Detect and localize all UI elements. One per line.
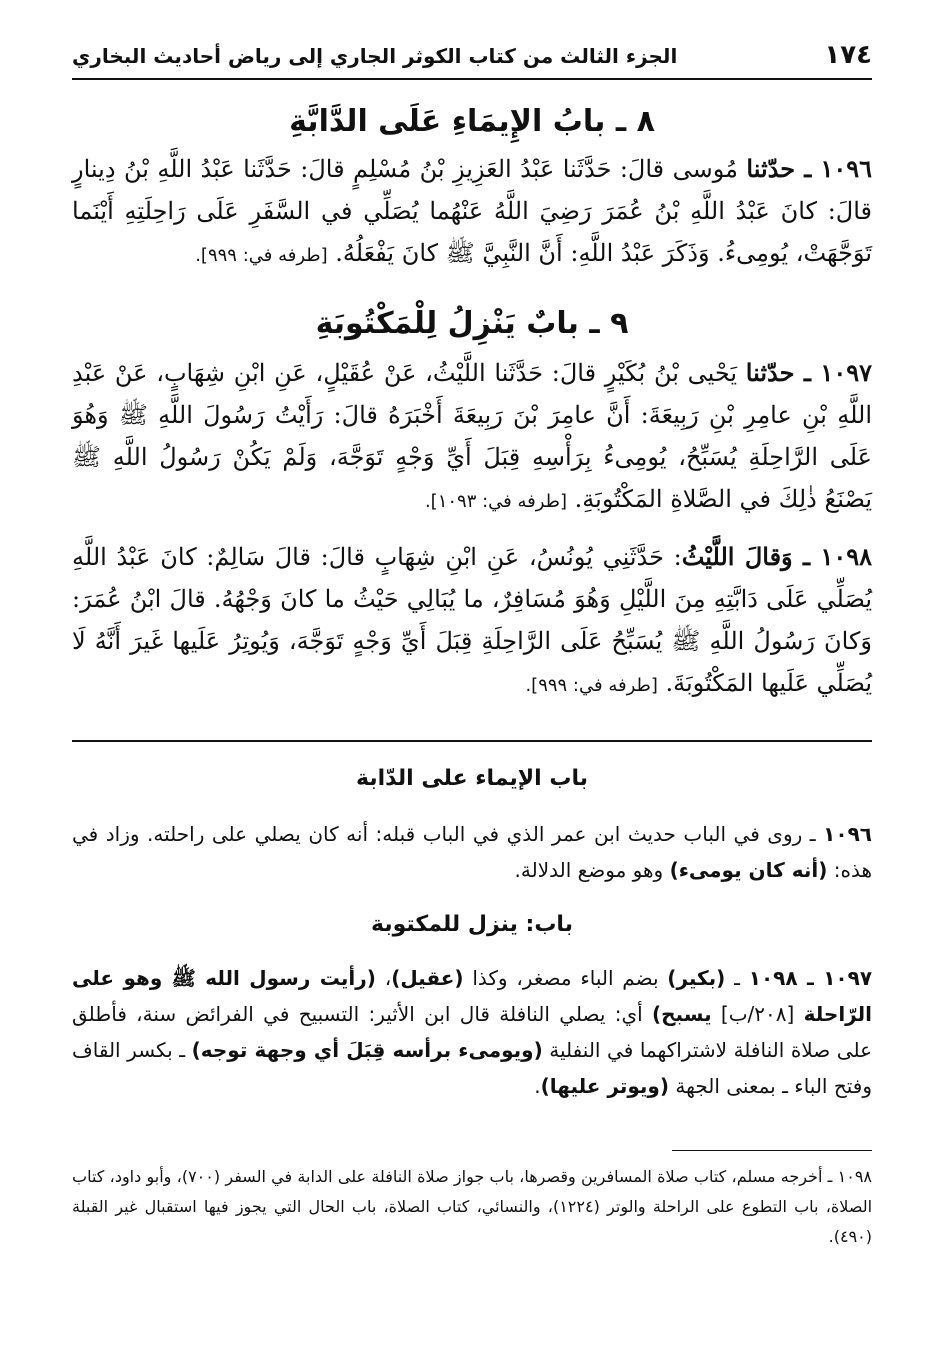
commentary-text: . bbox=[534, 1074, 541, 1098]
commentary-1097-1098 bbox=[72, 960, 872, 1104]
commentary-quote: (ويومىء برأسه قِبَلَ أي وجهة توجه) bbox=[191, 1038, 543, 1062]
hadith-text: يَحْيى بْنُ بُكَيْرٍ قالَ: حَدَّثَنا اللَّيْثُ، عَنْ عُقَيْلٍ، عَنِ ابْنِ شِهَابٍ، عَنْ عَبْدِ اللَّهِ بْنِ عامِرِ بْنِ رَبِيعَةَ: أَنَّ عامِرَ بْنَ رَبِيعَةَ أَخْبَرَهُ قالَ: رَأَيْتُ رَسُولَ اللَّهِ ﷺ وَهُوَ عَلَى الرَّاحِلَةِ يُسَبِّحُ، يُومِىءُ بِرَأْسِهِ قِبَلَ أَيِّ وَجْهٍ تَوَجَّهَ، وَلَمْ يَكُنْ رَسُولُ اللَّهِ ﷺ يَصْنَعُ ذٰلِكَ في الصَّلاةِ المَكْتُوبَةِ. bbox=[72, 359, 872, 513]
commentary-1096 bbox=[72, 816, 872, 888]
commentary-heading-2: باب: ينزل للمكتوبة bbox=[371, 912, 573, 937]
hadith-text: مُوسى قالَ: حَدَّثَنا عَبْدُ العَزِيزِ بْنُ مُسْلِمٍ قالَ: حَدَّثَنا عَبْدُ اللَّهِ بْنُ دِينارٍ قالَ: كانَ عَبْدُ اللَّهِ بْنُ عُمَرَ رَضِيَ اللَّهُ عَنْهُما يُصَلِّي في السَّفَرِ عَلَى رَاحِلَتِهِ أَيْنَما تَوَجَّهَتْ، يُومِىءُ. وَذَكَرَ عَبْدُ اللَّهِ: أَنَّ النَّبِيَّ ﷺ كانَ يَفْعَلُهُ. bbox=[72, 155, 872, 267]
hadith-1096 bbox=[72, 148, 872, 277]
commentary-text: ـ bbox=[725, 966, 749, 990]
hadith-number: ١٠٩٧ ـ حدّثنا bbox=[745, 358, 872, 387]
hadith-reference: [طرفه في: ١٠٩٣]. bbox=[424, 491, 568, 512]
running-title: الجزء الثالث من كتاب الكوثر الجاري إلى رياض أحاديث البخاري bbox=[72, 44, 678, 68]
chapter-8-heading: ٨ ـ بابُ الإِيمَاءِ عَلَى الدَّابَّةِ bbox=[289, 104, 655, 139]
commentary-quote: (عقيل) bbox=[391, 966, 464, 990]
chapter-9-heading: ٩ ـ بابٌ يَنْزِلُ لِلْمَكْتُوبَةِ bbox=[315, 306, 629, 341]
commentary-quote: (رأيت رسول الله ﷺ وهو على الرّاحلة bbox=[72, 966, 872, 1026]
commentary-text: ، bbox=[375, 966, 392, 990]
hadith-number: ١٠٩٦ ـ حدّثنا bbox=[746, 154, 872, 183]
commentary-number: ١٠٩٦ bbox=[823, 822, 872, 846]
page-header bbox=[72, 36, 872, 80]
commentary-quote: (أنه كان يومىء) bbox=[669, 858, 828, 882]
commentary-text: بضم الباء مصغر، وكذا bbox=[463, 966, 668, 990]
hadith-text: : حَدَّثَنِي يُونُسُ، عَنِ ابْنِ شِهَابٍ قالَ: قالَ سَالِمٌ: كانَ عَبْدُ اللَّهِ يُصَلِّي عَلَى دَابَّتِهِ مِنَ اللَّيْلِ وَهُوَ مُسَافِرٌ، ما يُبَالِي حَيْثُ ما كانَ وَجْهُهُ. قالَ ابْنُ عُمَرَ: وَكانَ رَسُولُ اللَّهِ ﷺ يُسَبِّحُ عَلَى الرَّاحِلَةِ قِبَلَ أَيِّ وَجْهٍ تَوَجَّهَ، وَيُوتِرُ عَلَيها غَيرَ أَنَّهُ لَا يُصَلِّي عَلَيها المَكْتُوبَةَ. bbox=[72, 543, 872, 697]
hadith-reference: [طرفه في: ٩٩٩]. bbox=[195, 245, 328, 266]
commentary-separator bbox=[72, 740, 872, 742]
hadith-number: ١٠٩٨ ـ وَقالَ اللَّيْثُ bbox=[681, 542, 872, 571]
commentary-quote: (ويوتر عليها) bbox=[540, 1074, 670, 1098]
commentary-quote: يسبح) bbox=[652, 1002, 712, 1026]
page-number: ١٧٤ bbox=[824, 40, 872, 70]
commentary-text: أي: يصلي النافلة قال ابن الأثير: التسبيح في الفرائض سنة، فأطلق على صلاة النافلة لاشتراكهما في النفلية bbox=[72, 1002, 872, 1062]
commentary-heading-1: باب الإيماء على الدّابة bbox=[356, 766, 588, 791]
manuscript-folio: [٢٠٨/ب] bbox=[711, 1002, 804, 1026]
commentary-text: ـ بكسر القاف وفتح الباء ـ بمعنى الجهة bbox=[72, 1038, 872, 1098]
commentary-number: ١٠٩٧ ـ ١٠٩٨ bbox=[748, 966, 873, 990]
hadith-1098 bbox=[72, 536, 872, 707]
hadith-reference: [طرفه في: ٩٩٩]. bbox=[525, 675, 658, 696]
commentary-quote: (بكير) bbox=[667, 966, 726, 990]
hadith-1097 bbox=[72, 352, 872, 523]
footnote-1098: ١٠٩٨ ـ أخرجه مسلم، كتاب صلاة المسافرين وقصرها، باب جواز صلاة النافلة على الدابة في السفر (٧٠٠)، وأبو داود، كتاب الصلاة، باب التطوع على الراحلة والوتر (١٢٢٤)، والنسائي، كتاب الصلاة، باب الحال التي يجوز فيها استقبال غير القبلة (٤٩٠). bbox=[72, 1167, 873, 1246]
commentary-text: وهو موضع الدلالة. bbox=[514, 858, 670, 882]
footnote-rule bbox=[672, 1150, 872, 1151]
commentary-text: ـ روى في الباب حديث ابن عمر الذي في الباب قبله: أنه كان يصلي على راحلته. وزاد في هذه: bbox=[72, 822, 872, 882]
